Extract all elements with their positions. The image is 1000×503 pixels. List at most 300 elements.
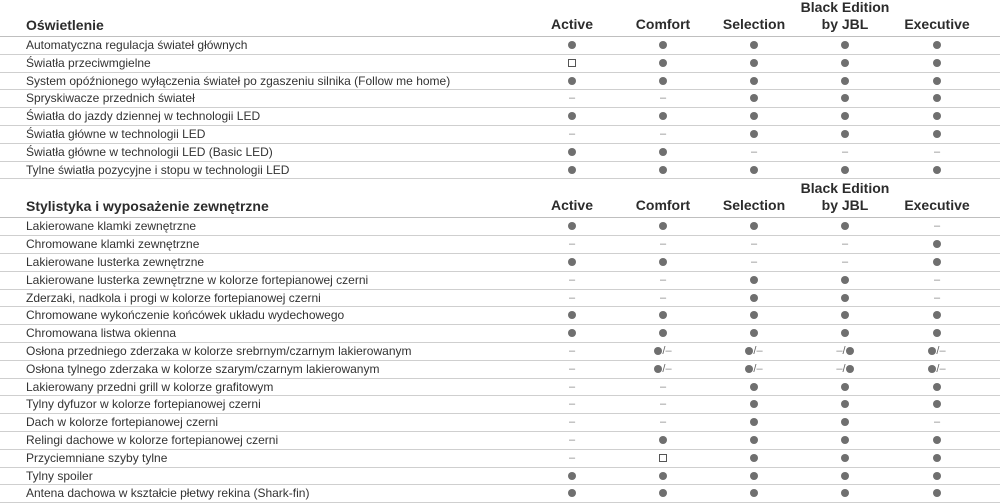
table-row	[0, 144, 1000, 162]
standard-dot-icon	[933, 383, 941, 391]
availability-cell	[815, 307, 875, 324]
availability-cell	[542, 361, 602, 378]
availability-cell	[907, 162, 967, 179]
standard-dot-icon	[933, 311, 941, 319]
standard-dot-icon	[659, 472, 667, 480]
standard-dot-icon	[933, 489, 941, 497]
availability-cell	[724, 236, 784, 253]
standard-dot-icon	[659, 148, 667, 156]
standard-dot-icon	[750, 276, 758, 284]
availability-cell	[633, 37, 693, 54]
availability-cell	[724, 37, 784, 54]
standard-dot-icon	[841, 294, 849, 302]
standard-dot-icon	[750, 472, 758, 480]
column-header: Executive	[904, 16, 970, 32]
not-available-dash: –	[750, 145, 758, 158]
standard-dot-icon	[933, 472, 941, 480]
not-available-dash: –	[568, 291, 576, 304]
row-label: Światła główne w technologii LED	[26, 126, 206, 141]
column-header: Executive	[904, 197, 970, 214]
table-row	[0, 361, 1000, 379]
optional-box-icon	[568, 59, 576, 67]
availability-cell	[815, 432, 875, 449]
not-available-dash: –	[568, 433, 576, 446]
availability-cell	[542, 379, 602, 396]
table-row	[0, 485, 1000, 503]
not-available-dash: –	[665, 362, 672, 375]
standard-dot-icon	[841, 489, 849, 497]
availability-cell	[633, 254, 693, 271]
availability-cell	[724, 108, 784, 125]
standard-dot-icon	[841, 130, 849, 138]
availability-cell	[542, 325, 602, 342]
availability-cell	[633, 108, 693, 125]
not-available-dash: –	[756, 362, 763, 375]
table-row	[0, 396, 1000, 414]
table-row	[0, 343, 1000, 361]
standard-dot-icon	[659, 311, 667, 319]
availability-cell	[633, 485, 693, 502]
availability-cell	[542, 73, 602, 90]
availability-cell: /–	[907, 343, 967, 360]
availability-cell	[815, 254, 875, 271]
table-row	[0, 90, 1000, 108]
availability-cell	[815, 379, 875, 396]
availability-cell	[724, 432, 784, 449]
not-available-dash: –	[836, 362, 843, 375]
row-label: Spryskiwacze przednich świateł	[26, 91, 195, 106]
availability-cell	[542, 144, 602, 161]
table-row	[0, 450, 1000, 468]
column-header: Active	[550, 197, 594, 214]
standard-dot-icon	[841, 59, 849, 67]
standard-dot-icon	[568, 311, 576, 319]
standard-dot-icon	[659, 436, 667, 444]
availability-cell	[542, 432, 602, 449]
not-available-dash: –	[568, 398, 576, 411]
availability-cell	[724, 450, 784, 467]
availability-cell	[907, 37, 967, 54]
availability-cell	[815, 414, 875, 431]
availability-cell	[907, 218, 967, 235]
not-available-dash: –	[568, 127, 576, 140]
standard-dot-icon	[659, 166, 667, 174]
standard-dot-icon	[659, 222, 667, 230]
standard-dot-icon	[750, 59, 758, 67]
availability-cell	[633, 290, 693, 307]
row-label: Tylny dyfuzor w kolorze fortepianowej czerni	[26, 397, 261, 412]
row-label: Automatyczna regulacja świateł głównych	[26, 38, 248, 52]
table-row	[0, 254, 1000, 272]
standard-dot-icon	[841, 311, 849, 319]
not-available-dash: –	[939, 344, 946, 357]
availability-cell	[815, 218, 875, 235]
availability-cell	[815, 162, 875, 179]
standard-dot-icon	[750, 77, 758, 85]
availability-cell	[542, 396, 602, 413]
row-label: Lakierowane lusterka zewnętrzne w kolorze fortepianowej czerni	[26, 272, 369, 287]
availability-cell	[724, 396, 784, 413]
availability-cell	[907, 432, 967, 449]
availability-cell	[724, 325, 784, 342]
availability-cell	[907, 414, 967, 431]
availability-cell	[542, 272, 602, 289]
availability-cell	[815, 468, 875, 485]
availability-cell	[633, 218, 693, 235]
availability-cell	[724, 73, 784, 90]
table-row	[0, 126, 1000, 144]
availability-cell	[815, 126, 875, 143]
standard-dot-icon	[568, 166, 576, 174]
not-available-dash: –	[750, 238, 758, 251]
availability-cell	[724, 414, 784, 431]
standard-dot-icon	[568, 489, 576, 497]
not-available-dash: –	[841, 145, 849, 158]
availability-cell	[542, 307, 602, 324]
availability-cell	[633, 236, 693, 253]
availability-cell	[724, 468, 784, 485]
not-available-dash: –	[933, 220, 941, 233]
row-label: Chromowane klamki zewnętrzne	[26, 237, 200, 252]
availability-cell	[633, 307, 693, 324]
standard-dot-icon	[750, 222, 758, 230]
availability-cell	[815, 55, 875, 72]
table-row	[0, 236, 1000, 254]
standard-dot-icon	[568, 329, 576, 337]
not-available-dash: –	[568, 238, 576, 251]
standard-dot-icon	[933, 240, 941, 248]
availability-cell: /–	[633, 343, 693, 360]
not-available-dash: –	[568, 416, 576, 429]
row-label: Lakierowane klamki zewnętrzne	[26, 219, 197, 234]
standard-dot-icon	[659, 489, 667, 497]
availability-cell	[542, 55, 602, 72]
standard-dot-icon	[841, 112, 849, 120]
standard-dot-icon	[841, 222, 849, 230]
availability-cell	[633, 55, 693, 72]
row-label: Relingi dachowe w kolorze fortepianowej czerni	[26, 432, 279, 447]
row-label: System opóźnionego wyłączenia świateł po zgaszeniu silnika (Follow me home)	[26, 73, 451, 88]
section-header	[0, 0, 1000, 37]
availability-cell	[633, 379, 693, 396]
optional-box-icon	[659, 454, 667, 462]
standard-dot-icon	[750, 311, 758, 319]
availability-cell	[633, 144, 693, 161]
not-available-dash: –	[659, 416, 667, 429]
row-label: Przyciemniane szyby tylne	[26, 450, 168, 465]
availability-cell	[815, 396, 875, 413]
table-row	[0, 108, 1000, 126]
standard-dot-icon	[841, 436, 849, 444]
availability-cell	[907, 396, 967, 413]
not-available-dash: –	[659, 92, 667, 105]
standard-dot-icon	[841, 329, 849, 337]
standard-dot-icon	[841, 77, 849, 85]
standard-dot-icon	[568, 472, 576, 480]
table-row	[0, 379, 1000, 397]
standard-dot-icon	[841, 418, 849, 426]
column-header: Selection	[722, 16, 786, 32]
availability-cell	[542, 290, 602, 307]
row-label: Tylny spoiler	[26, 468, 93, 483]
not-available-dash: –	[659, 127, 667, 140]
availability-cell	[815, 290, 875, 307]
standard-dot-icon	[750, 130, 758, 138]
availability-cell	[724, 485, 784, 502]
column-header: Comfort	[635, 197, 691, 214]
table-row	[0, 325, 1000, 343]
availability-cell	[633, 450, 693, 467]
standard-dot-icon	[841, 454, 849, 462]
standard-dot-icon	[750, 400, 758, 408]
standard-dot-icon	[933, 130, 941, 138]
row-label: Osłona tylnego zderzaka w kolorze szarym/czarnym lakierowanym	[26, 361, 380, 376]
table-row	[0, 218, 1000, 236]
standard-dot-icon	[933, 41, 941, 49]
availability-cell	[542, 450, 602, 467]
column-header: Selection	[722, 197, 786, 214]
standard-dot-icon	[933, 77, 941, 85]
table-row	[0, 272, 1000, 290]
not-available-dash: –	[939, 362, 946, 375]
not-available-dash: –	[568, 362, 576, 375]
availability-cell	[724, 272, 784, 289]
section-title: Stylistyka i wyposażenie zewnętrzne	[26, 198, 269, 215]
row-label: Światła przeciwmgielne	[26, 55, 151, 70]
standard-dot-icon	[659, 258, 667, 266]
availability-cell	[542, 108, 602, 125]
row-label: Chromowane wykończenie końcówek układu wydechowego	[26, 308, 345, 323]
not-available-dash: –	[750, 255, 758, 268]
standard-dot-icon	[841, 41, 849, 49]
standard-dot-icon	[841, 166, 849, 174]
row-label: Lakierowane lusterka zewnętrzne	[26, 254, 205, 269]
availability-cell	[633, 73, 693, 90]
standard-dot-icon	[750, 41, 758, 49]
standard-dot-icon	[846, 365, 854, 373]
section-header	[0, 181, 1000, 218]
availability-cell	[724, 162, 784, 179]
standard-dot-icon	[750, 166, 758, 174]
availability-cell	[542, 468, 602, 485]
standard-dot-icon	[659, 329, 667, 337]
row-label: Światła do jazdy dziennej w technologii LED	[26, 109, 261, 124]
availability-cell	[815, 144, 875, 161]
availability-cell	[542, 126, 602, 143]
availability-cell	[907, 73, 967, 90]
not-available-dash: –	[568, 92, 576, 105]
not-available-dash: –	[933, 273, 941, 286]
standard-dot-icon	[750, 94, 758, 102]
availability-cell	[907, 254, 967, 271]
availability-cell	[633, 432, 693, 449]
standard-dot-icon	[750, 294, 758, 302]
not-available-dash: –	[659, 291, 667, 304]
standard-dot-icon	[750, 489, 758, 497]
availability-cell	[907, 236, 967, 253]
not-available-dash: –	[659, 380, 667, 393]
standard-dot-icon	[933, 454, 941, 462]
standard-dot-icon	[750, 112, 758, 120]
availability-cell	[815, 73, 875, 90]
standard-dot-icon	[750, 383, 758, 391]
standard-dot-icon	[841, 400, 849, 408]
not-available-dash: –	[933, 145, 941, 158]
availability-cell	[907, 468, 967, 485]
availability-cell	[724, 55, 784, 72]
availability-cell	[907, 272, 967, 289]
table-row	[0, 290, 1000, 308]
not-available-dash: –	[836, 344, 843, 357]
availability-cell: /–	[907, 361, 967, 378]
availability-cell	[815, 37, 875, 54]
row-label: Tylne światła pozycyjne i stopu w technologii LED	[26, 162, 290, 177]
column-header: Black Edition by JBL	[800, 180, 890, 214]
availability-cell	[907, 290, 967, 307]
availability-cell	[633, 325, 693, 342]
availability-cell	[907, 307, 967, 324]
row-label: Osłona przedniego zderzaka w kolorze srebrnym/czarnym lakierowanym	[26, 343, 412, 358]
availability-cell	[815, 325, 875, 342]
availability-cell: /–	[633, 361, 693, 378]
availability-cell	[724, 254, 784, 271]
availability-cell	[724, 144, 784, 161]
standard-dot-icon	[750, 454, 758, 462]
availability-cell	[633, 126, 693, 143]
row-label: Lakierowany przedni grill w kolorze grafitowym	[26, 379, 274, 394]
standard-dot-icon	[841, 472, 849, 480]
section-title: Oświetlenie	[26, 17, 104, 33]
row-label: Antena dachowa w kształcie płetwy rekina (Shark-fin)	[26, 486, 310, 501]
availability-cell	[724, 379, 784, 396]
availability-cell	[724, 307, 784, 324]
availability-cell	[907, 126, 967, 143]
availability-cell	[633, 272, 693, 289]
availability-cell	[907, 450, 967, 467]
availability-cell	[724, 90, 784, 107]
standard-dot-icon	[933, 400, 941, 408]
availability-cell	[815, 272, 875, 289]
not-available-dash: –	[841, 255, 849, 268]
availability-cell	[542, 254, 602, 271]
table-row	[0, 55, 1000, 73]
table-row	[0, 432, 1000, 450]
row-label: Chromowana listwa okienna	[26, 326, 177, 341]
not-available-dash: –	[568, 451, 576, 464]
availability-cell	[542, 218, 602, 235]
not-available-dash: –	[665, 344, 672, 357]
table-row	[0, 468, 1000, 486]
availability-cell	[542, 37, 602, 54]
not-available-dash: –	[841, 238, 849, 251]
standard-dot-icon	[933, 112, 941, 120]
not-available-dash: –	[659, 398, 667, 411]
availability-cell	[907, 485, 967, 502]
not-available-dash: –	[568, 380, 576, 393]
availability-cell	[815, 108, 875, 125]
standard-dot-icon	[933, 436, 941, 444]
table-row	[0, 37, 1000, 55]
not-available-dash: –	[933, 291, 941, 304]
table-row	[0, 414, 1000, 432]
standard-dot-icon	[933, 166, 941, 174]
standard-dot-icon	[841, 276, 849, 284]
standard-dot-icon	[933, 329, 941, 337]
availability-cell: /–	[724, 361, 784, 378]
standard-dot-icon	[659, 77, 667, 85]
standard-dot-icon	[659, 112, 667, 120]
availability-cell	[907, 55, 967, 72]
availability-cell: –/	[815, 343, 875, 360]
availability-cell	[542, 162, 602, 179]
availability-cell	[907, 379, 967, 396]
availability-cell	[633, 414, 693, 431]
availability-cell	[542, 414, 602, 431]
not-available-dash: –	[933, 416, 941, 429]
standard-dot-icon	[568, 41, 576, 49]
availability-cell	[815, 236, 875, 253]
not-available-dash: –	[568, 344, 576, 357]
standard-dot-icon	[750, 329, 758, 337]
availability-cell	[724, 290, 784, 307]
table-row	[0, 162, 1000, 180]
availability-cell	[633, 396, 693, 413]
availability-cell	[724, 218, 784, 235]
availability-cell: /–	[724, 343, 784, 360]
standard-dot-icon	[568, 148, 576, 156]
table-row	[0, 73, 1000, 91]
standard-dot-icon	[659, 41, 667, 49]
standard-dot-icon	[846, 347, 854, 355]
availability-cell	[907, 325, 967, 342]
availability-cell	[815, 450, 875, 467]
section	[0, 181, 1000, 503]
standard-dot-icon	[750, 436, 758, 444]
availability-cell	[815, 485, 875, 502]
availability-cell	[815, 90, 875, 107]
standard-dot-icon	[568, 258, 576, 266]
column-header: Comfort	[635, 16, 691, 32]
availability-cell	[907, 90, 967, 107]
standard-dot-icon	[568, 77, 576, 85]
standard-dot-icon	[568, 222, 576, 230]
availability-cell	[542, 485, 602, 502]
table-row	[0, 307, 1000, 325]
column-header: Active	[550, 16, 594, 32]
row-label: Światła główne w technologii LED (Basic LED)	[26, 144, 273, 159]
row-label: Zderzaki, nadkola i progi w kolorze fortepianowej czerni	[26, 290, 321, 305]
column-header: Black Edition by JBL	[800, 0, 890, 32]
standard-dot-icon	[750, 418, 758, 426]
availability-cell: –/	[815, 361, 875, 378]
standard-dot-icon	[841, 383, 849, 391]
availability-cell	[907, 144, 967, 161]
availability-cell	[907, 108, 967, 125]
row-label: Dach w kolorze fortepianowej czerni	[26, 415, 219, 430]
not-available-dash: –	[659, 273, 667, 286]
section	[0, 0, 1000, 179]
not-available-dash: –	[568, 273, 576, 286]
availability-cell	[633, 162, 693, 179]
standard-dot-icon	[933, 59, 941, 67]
standard-dot-icon	[933, 94, 941, 102]
not-available-dash: –	[756, 344, 763, 357]
availability-cell	[633, 468, 693, 485]
availability-cell	[542, 236, 602, 253]
standard-dot-icon	[841, 94, 849, 102]
availability-cell	[633, 90, 693, 107]
availability-cell	[724, 126, 784, 143]
